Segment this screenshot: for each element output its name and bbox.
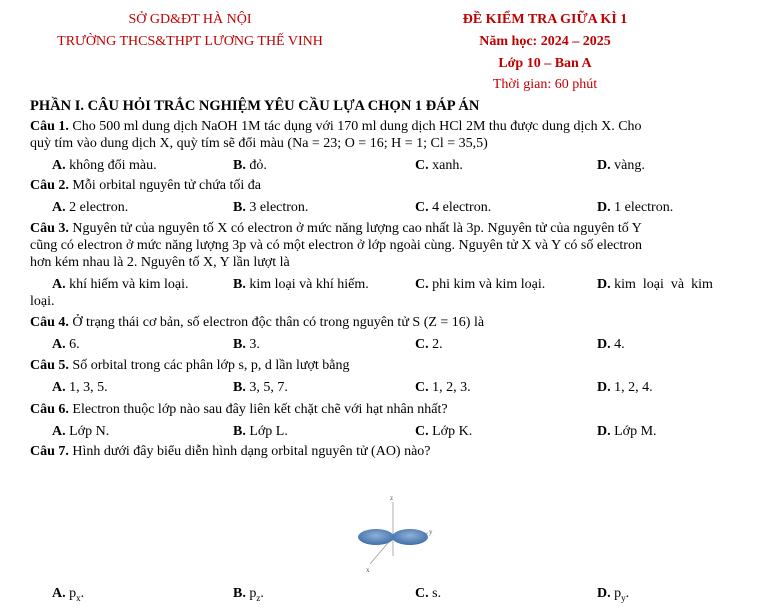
- option-d[interactable]: D. 1, 2, 4.: [597, 380, 653, 395]
- option-b[interactable]: B. kim loại và khí hiếm.: [233, 277, 369, 292]
- orbital-figure: [340, 492, 440, 574]
- option-d-wrap: loại.: [30, 294, 55, 309]
- orbital-lobe-right: [392, 529, 428, 545]
- option-b[interactable]: B. 3.: [233, 337, 260, 352]
- question-label: Câu 7.: [30, 444, 69, 459]
- question-label: Câu 5.: [30, 358, 69, 373]
- question-label: Câu 3.: [30, 221, 69, 236]
- question-3: [30, 220, 642, 237]
- z-axis-label: z: [390, 494, 394, 502]
- option-a[interactable]: A. 1, 3, 5.: [52, 380, 108, 395]
- option-a[interactable]: A. khí hiếm và kim loại.: [52, 277, 189, 292]
- question-6: [30, 401, 448, 418]
- question-label: Câu 1.: [30, 119, 69, 134]
- question-4: [30, 314, 484, 331]
- exam-title: ĐỀ KIỂM TRA GIỮA KÌ 1: [462, 12, 628, 27]
- option-c[interactable]: C. phi kim và kim loại.: [415, 277, 546, 292]
- option-c[interactable]: C. 1, 2, 3.: [415, 380, 471, 395]
- option-b[interactable]: B. 3 electron.: [233, 200, 309, 215]
- school-year: Năm học: 2024 – 2025: [479, 34, 611, 49]
- option-d[interactable]: D. 1 electron.: [597, 200, 674, 215]
- question-7: [30, 443, 431, 460]
- option-d[interactable]: D. kim loại và kim: [597, 277, 713, 292]
- x-axis-label: x: [366, 566, 370, 574]
- department-name: SỞ GD&ĐT HÀ NỘI: [128, 12, 252, 27]
- question-text: Nguyên tử của nguyên tố X có electron ở mức năng lượng cao nhất là 3p. Nguyên tử của nguyên tố Y: [68, 221, 642, 236]
- orbital-lobe-left: [358, 529, 394, 545]
- question-label: Câu 2.: [30, 178, 69, 193]
- question-text: Mỗi orbital nguyên tử chứa tối đa: [68, 178, 261, 193]
- option-c[interactable]: C. Lớp K.: [415, 424, 473, 439]
- option-c[interactable]: C. 2.: [415, 337, 443, 352]
- option-b[interactable]: B. Lớp L.: [233, 424, 288, 439]
- option-a[interactable]: A. không đổi màu.: [52, 158, 157, 173]
- question-2: [30, 177, 261, 194]
- question-text: Ở trạng thái cơ bản, số electron độc thân có trong nguyên tử S (Z = 16) là: [68, 315, 485, 330]
- option-d[interactable]: D. $p_y$.: [597, 586, 630, 603]
- question-1-line-2: quỳ tím vào dung dịch X, quỳ tím sẽ đổi màu (Na = 23; O = 16; H = 1; Cl = 35,5): [30, 136, 488, 151]
- question-text: Hình dưới đây biểu diễn hình dạng orbital nguyên tử (AO) nào?: [68, 444, 431, 459]
- question-text: Cho 500 ml dung dịch NaOH 1M tác dụng với 170 ml dung dịch HCl 2M thu được dung dịch X. Cho: [68, 119, 642, 134]
- option-a[interactable]: A. 6.: [52, 337, 80, 352]
- question-text: Số orbital trong các phân lớp s, p, d lần lượt bằng: [68, 358, 350, 373]
- question-text: Electron thuộc lớp nào sau đây liên kết chặt chẽ với hạt nhân nhất?: [68, 402, 448, 417]
- class-name: Lớp 10 – Ban A: [498, 56, 592, 71]
- option-b[interactable]: B. $p_z$.: [233, 586, 264, 603]
- option-c[interactable]: C. xanh.: [415, 158, 463, 173]
- option-b[interactable]: B. 3, 5, 7.: [233, 380, 288, 395]
- option-c[interactable]: C. s.: [415, 586, 442, 601]
- option-a[interactable]: A. $p_x$.: [52, 586, 85, 603]
- option-d[interactable]: D. vàng.: [597, 158, 645, 173]
- question-1: [30, 118, 642, 135]
- question-3-line-3: hơn kém nhau là 2. Nguyên tố X, Y lần lượt là: [30, 255, 290, 270]
- option-b[interactable]: B. đỏ.: [233, 158, 267, 173]
- question-label: Câu 4.: [30, 315, 69, 330]
- question-3-line-2: cũng có electron ở mức năng lượng 3p và có một electron ở lớp ngoài cùng. Nguyên tử X và Y có số electron: [30, 238, 642, 253]
- option-d[interactable]: D. Lớp M.: [597, 424, 657, 439]
- school-name: TRƯỜNG THCS&THPT LƯƠNG THẾ VINH: [57, 34, 323, 49]
- y-axis-label: y: [429, 528, 433, 536]
- question-label: Câu 6.: [30, 402, 69, 417]
- option-c[interactable]: C. 4 electron.: [415, 200, 492, 215]
- option-d[interactable]: D. 4.: [597, 337, 625, 352]
- question-5: [30, 357, 349, 374]
- exam-duration: Thời gian: 60 phút: [492, 77, 598, 92]
- option-a[interactable]: A. Lớp N.: [52, 424, 110, 439]
- option-a[interactable]: A. 2 electron.: [52, 200, 129, 215]
- section-title: PHẦN I. CÂU HỎI TRẮC NGHIỆM YÊU CẦU LỰA CHỌN 1 ĐÁP ÁN: [30, 98, 480, 114]
